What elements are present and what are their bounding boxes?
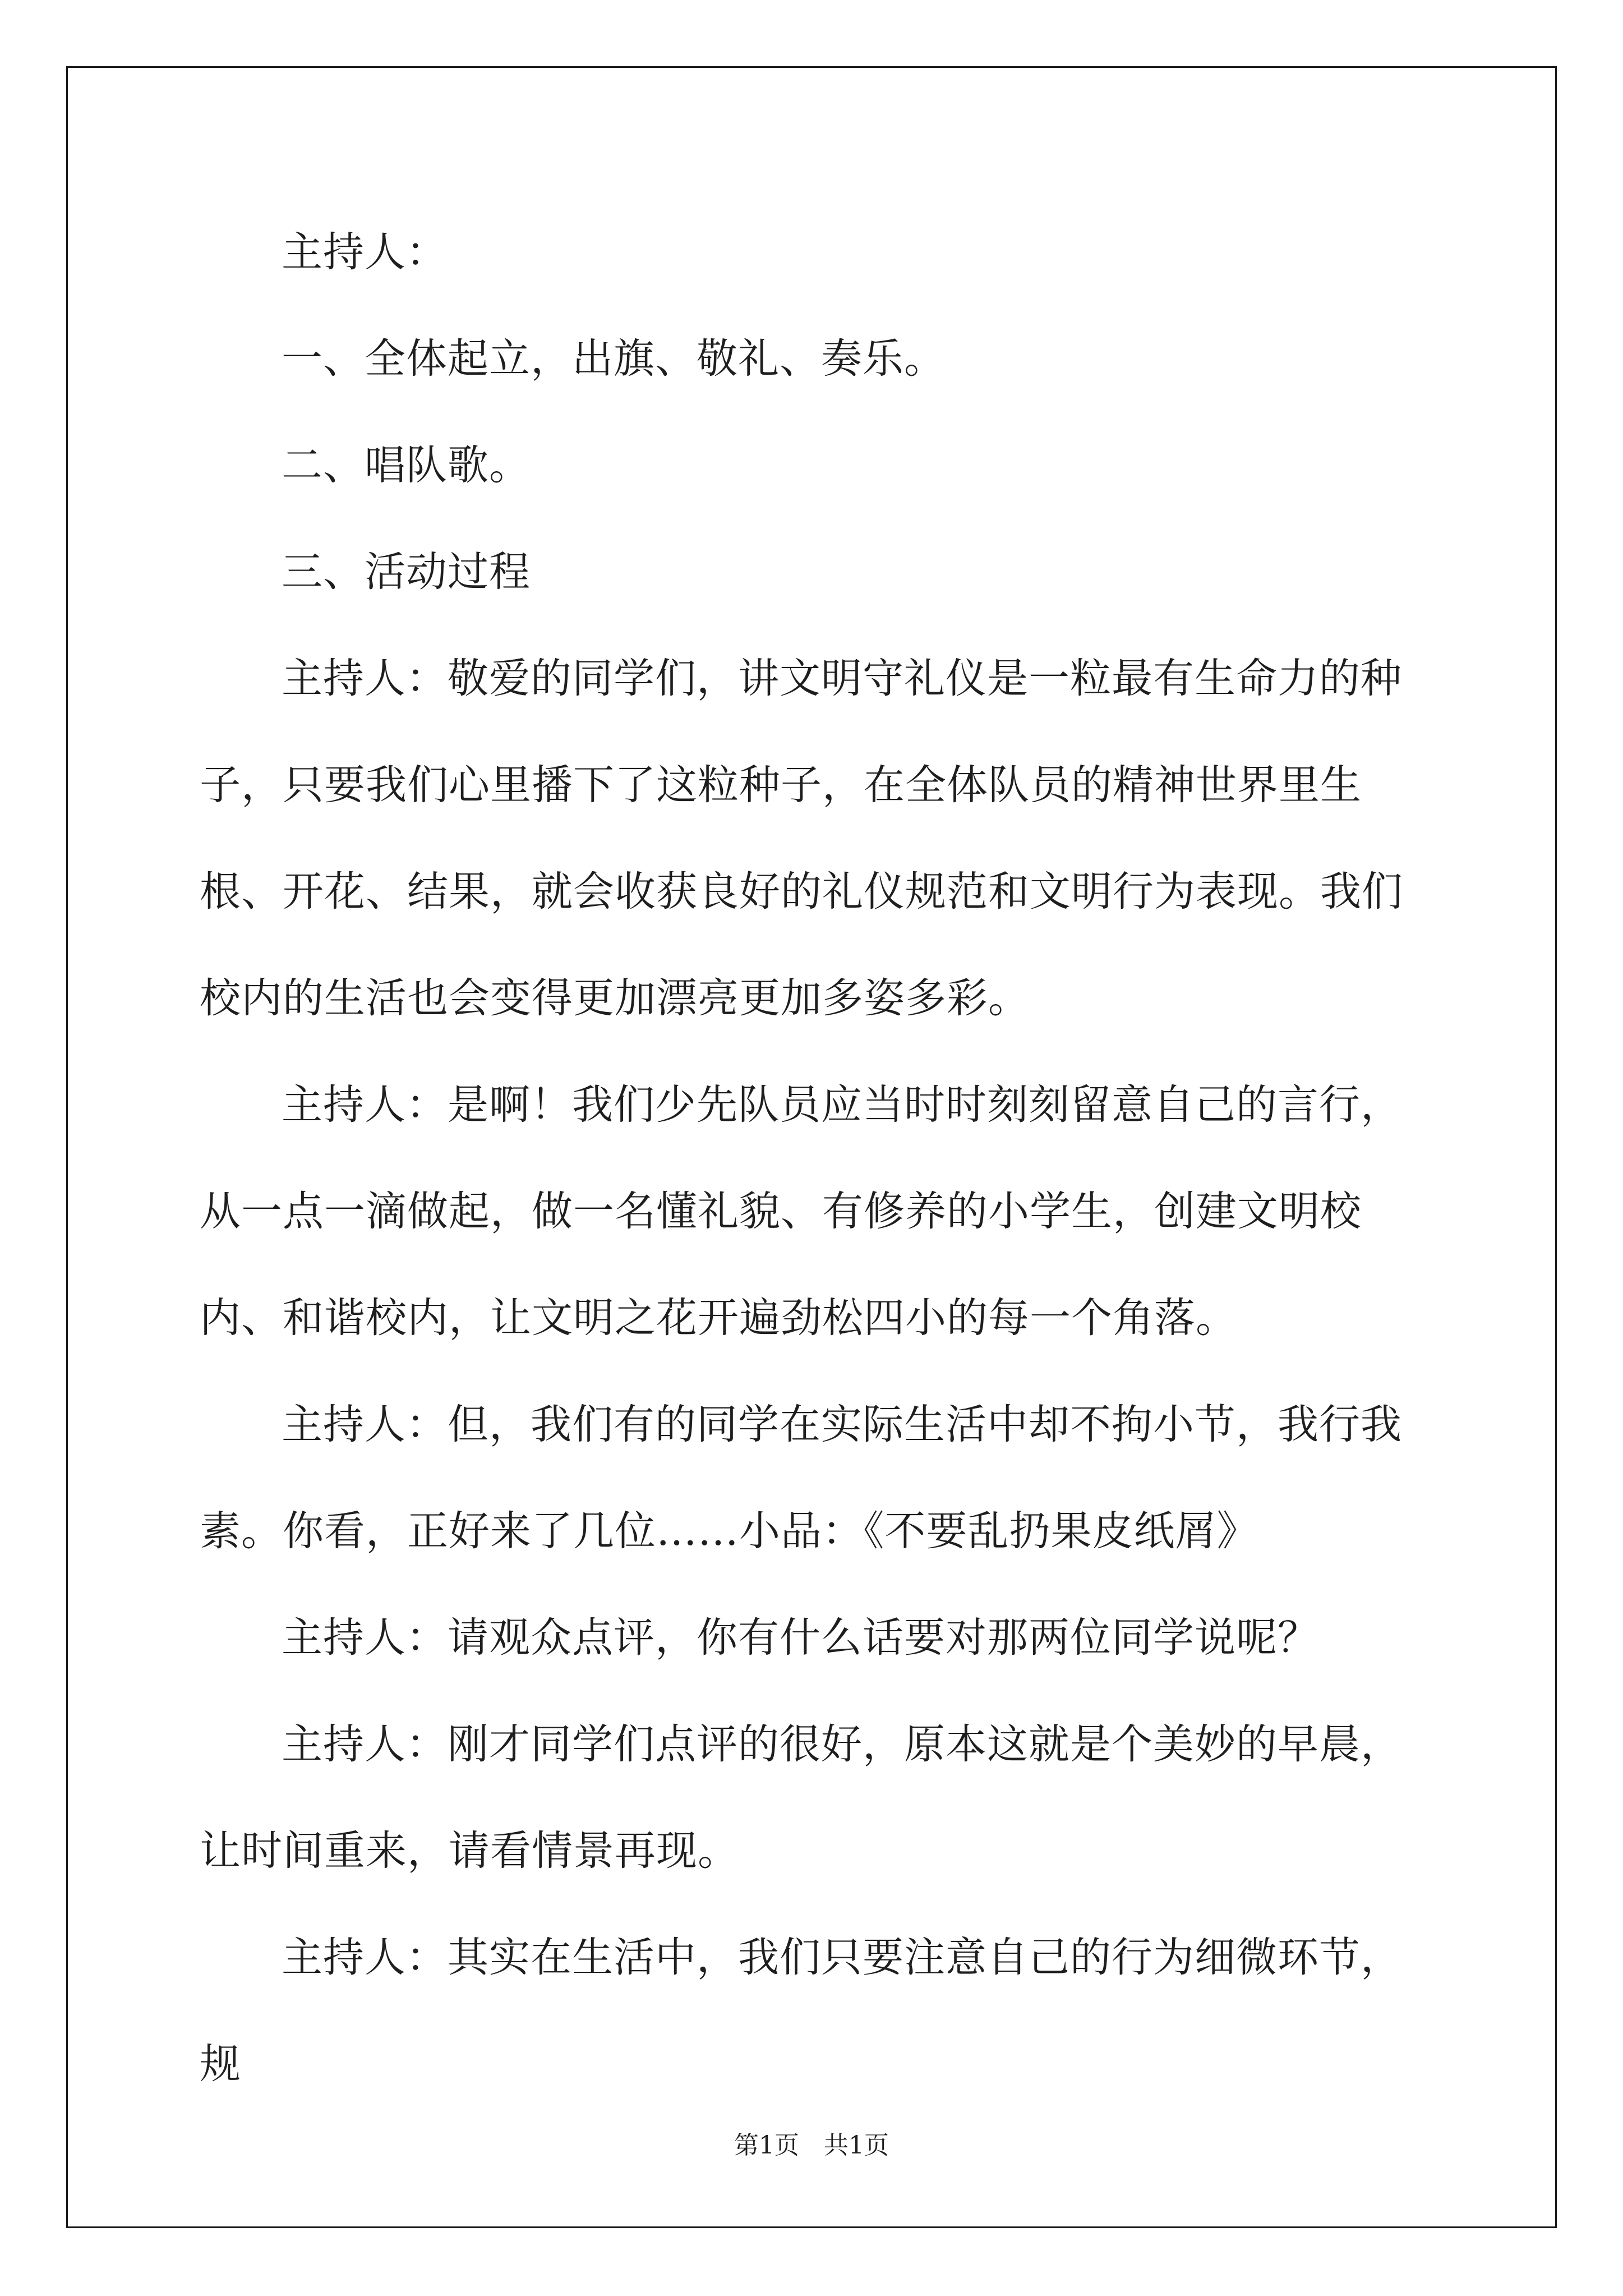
paragraph-host-speech-5: 主持人：刚才同学们点评的很好，原本这就是个美妙的早晨，让时间重来，请看情景再现。 [200,1720,1402,1875]
paragraph-step-3: 三、活动过程 [282,548,531,596]
paragraph-host-speech-4: 主持人：请观众点评，你有什么话要对那两位同学说呢？ [282,1614,1319,1662]
page-number-footer: 第1页 共1页 [734,2131,889,2160]
paragraph-step-1: 一、全体起立，出旗、敬礼、奏乐。 [282,335,946,383]
paragraph-host-label: 主持人： [282,228,448,276]
paragraph-host-speech-6: 主持人：其实在生活中，我们只要注意自己的行为细微环节，规 [200,1934,1402,2088]
paragraph-step-2: 二、唱队歌。 [282,441,531,489]
paragraph-host-speech-1: 主持人：敬爱的同学们，讲文明守礼仪是一粒最有生命力的种子，只要我们心里播下了这粒种子，在全体队员的精神世界里生根、开花、结果，就会收获良好的礼仪规范和文明行为表现。我们校内的生活也会变得更加漂亮更加多姿多彩。 [200,655,1403,1022]
paragraph-host-speech-2: 主持人：是啊！我们少先队员应当时时刻刻留意自己的言行，从一点一滴做起，做一名懂礼貌、有修养的小学生，创建文明校内、和谐校内，让文明之花开遍劲松四小的每一个角落。 [200,1081,1402,1342]
paragraph-host-speech-3: 主持人：但，我们有的同学在实际生活中却不拘小节，我行我素。你看，正好来了几位……小品：《不要乱扔果皮纸屑》 [200,1401,1402,1555]
